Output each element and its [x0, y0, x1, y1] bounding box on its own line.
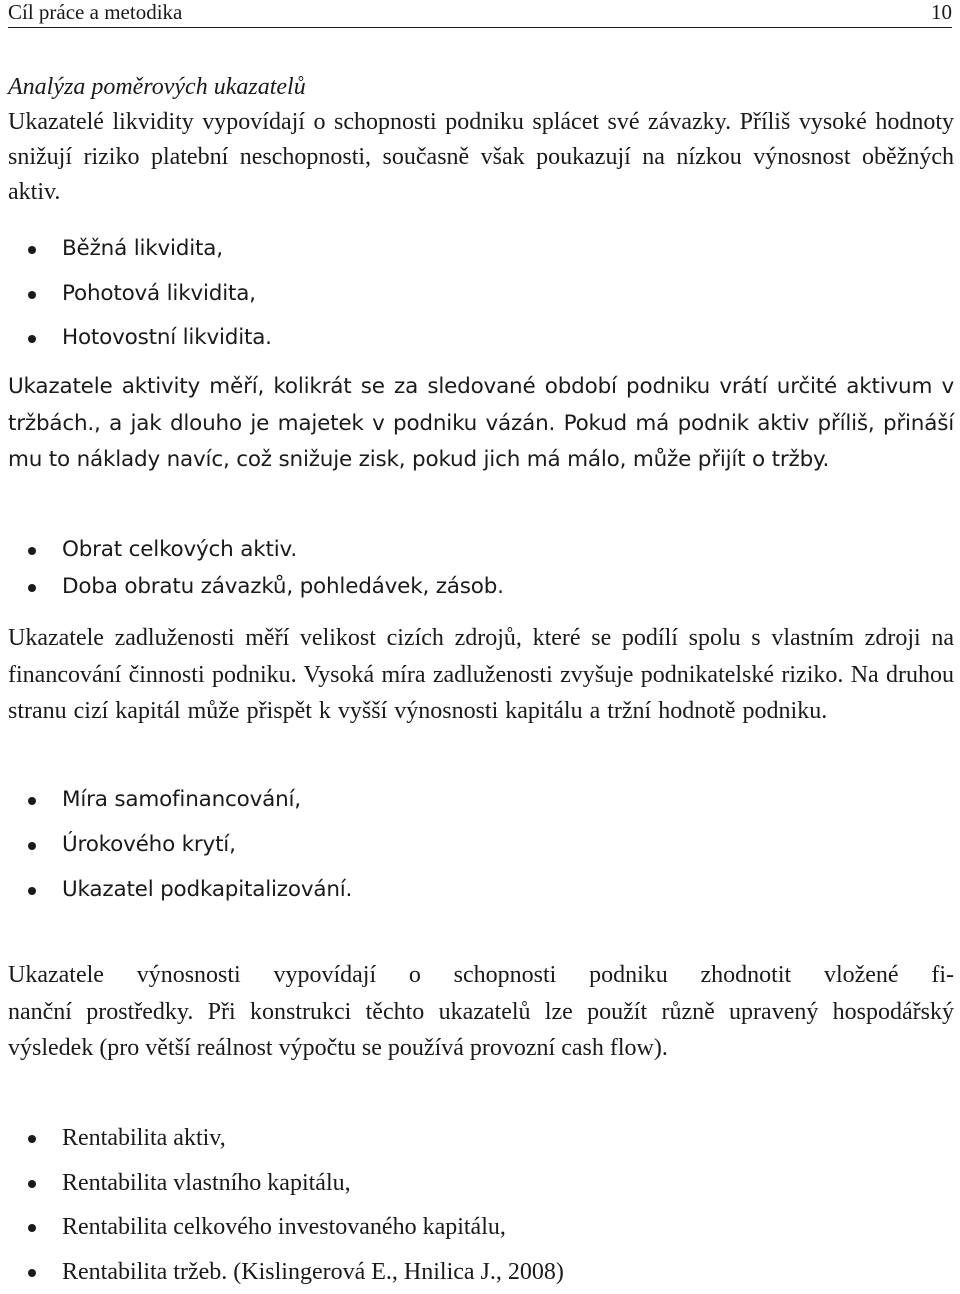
list-item: Rentabilita celkového investovaného kapitálu, — [0, 1205, 960, 1250]
liquidity-list-block — [0, 227, 960, 347]
intro-paragraph: Ukazatelé likvidity vypovídají o schopnosti podniku splácet své závazky. Příliš vysoké hodnoty snižují riziko platební neschopnosti, současně však poukazují na nízkou výnosnost oběžných aktiv. — [8, 105, 954, 210]
list-item: Úrokového krytí, — [0, 822, 960, 867]
profitability-paragraph — [8, 957, 954, 1067]
page-header — [8, 0, 952, 28]
debt-paragraph: Ukazatele zadluženosti měří velikost cizích zdrojů, které se podílí spolu s vlastním zdroji na financování činnosti podniku. Vysoká míra zadluženosti zvyšuje podnikatelské riziko. Na druhou stranu cizí kapitál může přispět k vyšší výnosnosti kapitálu a tržní hodnotě podniku. — [8, 620, 954, 730]
page-number: 10 — [931, 0, 952, 24]
list-item: Míra samofinancování, — [0, 777, 960, 822]
profitability-list — [0, 1116, 960, 1294]
debt-list — [0, 777, 960, 912]
list-item: Obrat celkových aktiv. — [0, 532, 960, 569]
list-item: Rentabilita tržeb. (Kislingerová E., Hnilica J., 2008) — [0, 1250, 960, 1294]
profitability-paragraph-line1: Ukazatele výnosnosti vypovídají o schopnosti podniku zhodnotit vložené fi- — [8, 957, 954, 994]
profitability-list-block — [0, 1116, 960, 1292]
debt-list-block — [0, 777, 960, 907]
list-item: Ukazatel podkapitalizování. — [0, 867, 960, 912]
list-item: Hotovostní likvidita. — [0, 316, 960, 361]
liquidity-list — [0, 227, 960, 361]
list-item: Rentabilita vlastního kapitálu, — [0, 1161, 960, 1206]
list-item: Rentabilita aktiv, — [0, 1116, 960, 1161]
list-item: Doba obratu závazků, pohledávek, zásob. — [0, 569, 960, 606]
activity-list — [0, 532, 960, 605]
section-heading: Analýza poměrových ukazatelů — [8, 70, 954, 105]
list-item: Běžná likvidita, — [0, 227, 960, 272]
activity-list-block — [0, 532, 960, 612]
activity-paragraph: Ukazatele aktivity měří, kolikrát se za sledované období podniku vrátí určité aktivum v tržbách., a jak dlouho je majetek v podniku vázán. Pokud má podnik aktiv příliš, přináší mu to náklady navíc, což snižuje zisk, pokud jich má málo, může přijít o tržby. — [8, 369, 954, 479]
header-title: Cíl práce a metodika — [8, 0, 182, 24]
list-item: Pohotová likvidita, — [0, 272, 960, 317]
profitability-paragraph-rest: nanční prostředky. Při konstrukci těchto ukazatelů lze použít různě upravený hospodářský výsledek (pro větší reálnost výpočtu se používá provozní cash flow). — [8, 994, 954, 1067]
